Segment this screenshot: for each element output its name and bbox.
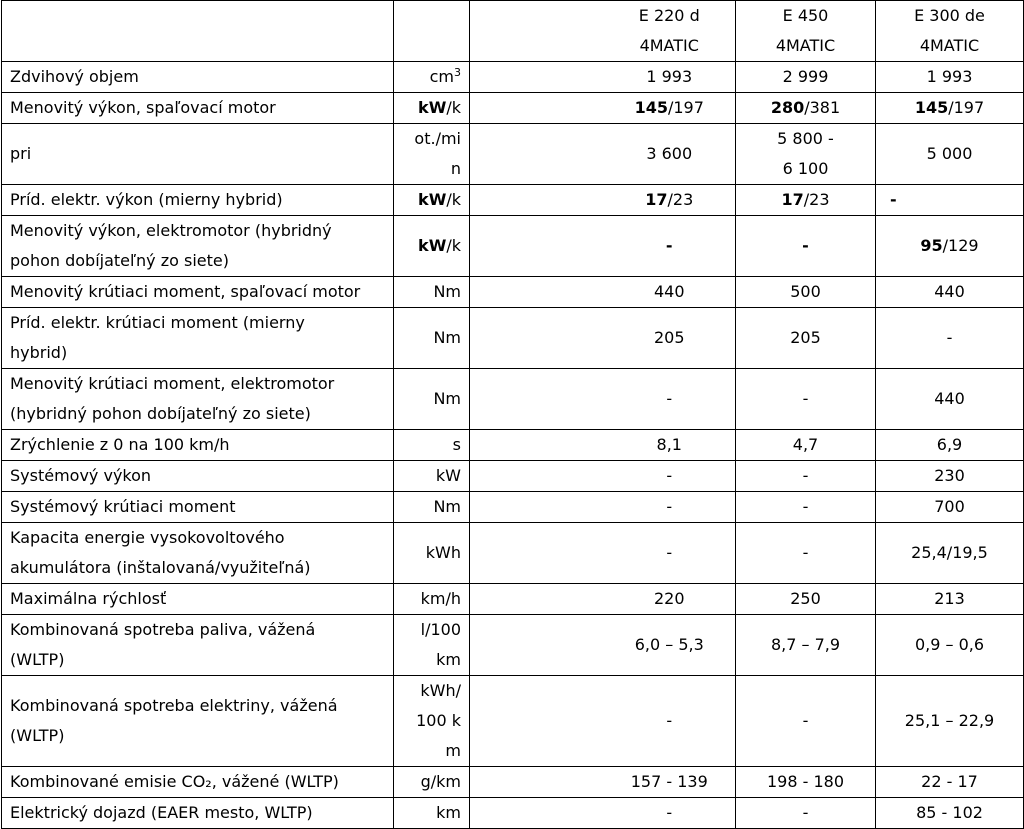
row-label xyxy=(2,676,394,767)
model-header-e220d xyxy=(604,1,736,62)
row-label-line: (WLTP) xyxy=(10,650,65,669)
table-row xyxy=(2,461,1024,492)
row-label-line: Systémový výkon xyxy=(10,466,152,485)
row-unit xyxy=(394,584,470,615)
value-cell xyxy=(604,62,736,93)
unit-line: g/km xyxy=(420,772,461,791)
value-text: 85 - 102 xyxy=(916,803,983,822)
unit-kw: kW xyxy=(418,190,447,209)
value-cell xyxy=(736,767,876,798)
row-label xyxy=(2,277,394,308)
value-cell xyxy=(604,798,736,829)
row-label-line: (hybridný pohon dobíjateľný zo siete) xyxy=(10,404,311,423)
value-text: 1 993 xyxy=(646,67,693,86)
value-text: 3 600 xyxy=(646,144,693,163)
row-label-line: Menovitý výkon, spaľovací motor xyxy=(10,98,276,117)
unit-line: Nm xyxy=(433,328,461,347)
value-text: 2 999 xyxy=(782,67,829,86)
row-spacer xyxy=(470,62,604,93)
value-text: 205 xyxy=(653,328,685,347)
value-cell xyxy=(736,798,876,829)
value-text: 25,1 – 22,9 xyxy=(904,711,995,730)
value-cell xyxy=(604,308,736,369)
table-row xyxy=(2,369,1024,430)
value-kw: 145 xyxy=(634,98,668,117)
row-label-line: akumulátora (inštalovaná/využiteľná) xyxy=(10,558,311,577)
value-cell xyxy=(736,185,876,216)
value-cell xyxy=(604,676,736,767)
header-empty-unit xyxy=(394,1,470,62)
value-text: 700 xyxy=(934,497,965,516)
value-cell xyxy=(604,369,736,430)
unit-kw: kW xyxy=(418,98,447,117)
value-cell xyxy=(604,615,736,676)
unit-line: kW xyxy=(435,466,461,485)
value-cell xyxy=(876,277,1024,308)
specs-table xyxy=(1,0,1024,829)
value-cell xyxy=(876,798,1024,829)
row-label xyxy=(2,62,394,93)
row-label xyxy=(2,369,394,430)
value-cell xyxy=(736,93,876,124)
value-text: - xyxy=(666,543,673,562)
row-spacer xyxy=(470,523,604,584)
row-label-line: Systémový krútiaci moment xyxy=(10,497,236,516)
value-text: 250 xyxy=(790,589,821,608)
value-text: 198 - 180 xyxy=(766,772,845,791)
model-name: E 450 xyxy=(782,6,829,25)
table-row xyxy=(2,277,1024,308)
row-spacer xyxy=(470,93,604,124)
model-drive: 4MATIC xyxy=(639,36,699,55)
model-drive: 4MATIC xyxy=(775,36,836,55)
table-row xyxy=(2,676,1024,767)
unit-line: s xyxy=(452,435,461,454)
row-label xyxy=(2,615,394,676)
unit-text: cm xyxy=(429,67,454,86)
value-text: 8,7 – 7,9 xyxy=(770,635,841,654)
row-label xyxy=(2,492,394,523)
unit-k: /k xyxy=(446,98,461,117)
value-cell xyxy=(604,461,736,492)
value-text: - xyxy=(802,543,809,562)
unit-line: 100 k xyxy=(416,711,461,730)
value-cell xyxy=(736,308,876,369)
value-cell xyxy=(736,62,876,93)
row-spacer xyxy=(470,124,604,185)
value-cell xyxy=(604,93,736,124)
model-drive: 4MATIC xyxy=(919,36,980,55)
value-cell xyxy=(876,124,1024,185)
table-row xyxy=(2,93,1024,124)
value-text: 1 993 xyxy=(926,67,973,86)
value-cell xyxy=(736,523,876,584)
unit-k: /k xyxy=(446,190,461,209)
value-cell xyxy=(604,216,736,277)
value-cell xyxy=(736,216,876,277)
value-text: - xyxy=(666,497,673,516)
value-text: 0,9 – 0,6 xyxy=(914,635,985,654)
table-row xyxy=(2,308,1024,369)
row-label-line: (WLTP) xyxy=(10,726,65,745)
unit-k: /k xyxy=(446,236,461,255)
row-spacer xyxy=(470,615,604,676)
value-cell xyxy=(736,584,876,615)
row-label-line: pohon dobíjateľný zo siete) xyxy=(10,251,229,270)
unit-line: Nm xyxy=(433,282,461,301)
unit-line: m xyxy=(445,741,461,760)
value-cell xyxy=(604,767,736,798)
value-cell xyxy=(876,93,1024,124)
unit-line: kWh xyxy=(425,543,461,562)
value-text: 440 xyxy=(934,389,965,408)
value-cell xyxy=(876,676,1024,767)
row-spacer xyxy=(470,277,604,308)
row-unit xyxy=(394,124,470,185)
value-cell xyxy=(604,523,736,584)
value-cell xyxy=(736,461,876,492)
value-text: 22 - 17 xyxy=(921,772,978,791)
row-label-line: pri xyxy=(10,144,32,163)
value-kw: 17 xyxy=(781,190,804,209)
row-spacer xyxy=(470,767,604,798)
row-unit xyxy=(394,277,470,308)
row-label xyxy=(2,216,394,277)
row-label-line: Kombinovaná spotreba paliva, vážená xyxy=(10,620,316,639)
model-name: E 220 d xyxy=(638,6,700,25)
row-unit xyxy=(394,615,470,676)
row-spacer xyxy=(470,461,604,492)
row-label xyxy=(2,430,394,461)
row-label xyxy=(2,767,394,798)
value-text: 213 xyxy=(934,589,965,608)
row-label-line: Príd. elektr. krútiaci moment (mierny xyxy=(10,313,305,332)
table-row xyxy=(2,124,1024,185)
value-kw: 17 xyxy=(645,190,668,209)
value-cell xyxy=(876,615,1024,676)
row-spacer xyxy=(470,492,604,523)
row-unit xyxy=(394,798,470,829)
value-text: - xyxy=(802,466,809,485)
value-text: 440 xyxy=(934,282,965,301)
value-hp: /197 xyxy=(667,98,704,117)
value-cell xyxy=(736,430,876,461)
unit-line: l/100 xyxy=(420,620,461,639)
row-label xyxy=(2,308,394,369)
value-cell xyxy=(604,492,736,523)
value-cell xyxy=(604,430,736,461)
value-hp: /129 xyxy=(942,236,979,255)
header-row xyxy=(2,1,1024,62)
row-unit xyxy=(394,492,470,523)
unit-line: Nm xyxy=(433,497,461,516)
unit-line: Nm xyxy=(433,389,461,408)
value-text: 205 xyxy=(790,328,821,347)
row-unit xyxy=(394,767,470,798)
value-cell xyxy=(876,584,1024,615)
value-text: - xyxy=(666,389,673,408)
value-cell xyxy=(876,492,1024,523)
value-text: 500 xyxy=(790,282,821,301)
row-label-line: Zrýchlenie z 0 na 100 km/h xyxy=(10,435,230,454)
value-text: - xyxy=(802,389,809,408)
value-cell xyxy=(736,369,876,430)
value-text: - xyxy=(665,236,673,255)
row-label xyxy=(2,523,394,584)
value-text: - xyxy=(802,711,809,730)
value-cell xyxy=(876,62,1024,93)
value-kw: 95 xyxy=(920,236,943,255)
table-row xyxy=(2,185,1024,216)
row-unit xyxy=(394,93,470,124)
value-line: 6 100 xyxy=(782,159,829,178)
value-cell xyxy=(876,430,1024,461)
row-unit xyxy=(394,216,470,277)
header-empty-spacer xyxy=(470,1,604,62)
row-label xyxy=(2,93,394,124)
table-row xyxy=(2,523,1024,584)
unit-kw: kW xyxy=(418,236,447,255)
value-text: 220 xyxy=(653,589,685,608)
value-hp: /381 xyxy=(804,98,841,117)
row-unit xyxy=(394,369,470,430)
value-cell xyxy=(876,461,1024,492)
model-header-e450 xyxy=(736,1,876,62)
value-cell xyxy=(736,124,876,185)
model-name: E 300 de xyxy=(914,6,985,25)
row-label xyxy=(2,584,394,615)
row-unit xyxy=(394,185,470,216)
value-text: 25,4/19,5 xyxy=(911,543,988,562)
value-cell xyxy=(604,185,736,216)
table-row xyxy=(2,216,1024,277)
value-text: - xyxy=(666,466,673,485)
value-text: - xyxy=(802,803,809,822)
row-spacer xyxy=(470,369,604,430)
unit-line: ot./mi xyxy=(414,129,461,148)
row-unit xyxy=(394,62,470,93)
row-spacer xyxy=(470,584,604,615)
table-row xyxy=(2,798,1024,829)
value-text: - xyxy=(666,711,673,730)
value-hp: /197 xyxy=(948,98,985,117)
value-text: 5 000 xyxy=(926,144,973,163)
value-cell xyxy=(736,676,876,767)
row-label-line: Kombinované emisie CO₂, vážené (WLTP) xyxy=(10,772,339,791)
value-text: - xyxy=(666,803,673,822)
value-text: - xyxy=(946,328,953,347)
value-line: 5 800 - xyxy=(777,129,834,148)
row-label-line: Menovitý krútiaci moment, spaľovací motor xyxy=(10,282,361,301)
value-cell xyxy=(876,369,1024,430)
row-label-line: Kombinovaná spotreba elektriny, vážená xyxy=(10,696,338,715)
row-spacer xyxy=(470,676,604,767)
row-label-line: Príd. elektr. výkon (mierny hybrid) xyxy=(10,190,283,209)
row-label-line: Elektrický dojazd (EAER mesto, WLTP) xyxy=(10,803,313,822)
value-cell xyxy=(876,308,1024,369)
table-row xyxy=(2,767,1024,798)
value-cell xyxy=(736,615,876,676)
value-text: 230 xyxy=(934,466,965,485)
value-cell xyxy=(876,523,1024,584)
table-row xyxy=(2,584,1024,615)
row-label xyxy=(2,185,394,216)
unit-line: km/h xyxy=(420,589,461,608)
value-kw: 145 xyxy=(914,98,949,117)
value-cell xyxy=(604,277,736,308)
header-empty-label xyxy=(2,1,394,62)
value-text: 6,0 – 5,3 xyxy=(634,635,704,654)
model-header-e300de xyxy=(876,1,1024,62)
row-unit xyxy=(394,308,470,369)
row-unit xyxy=(394,523,470,584)
row-spacer xyxy=(470,185,604,216)
table-row xyxy=(2,492,1024,523)
row-label-line: hybrid) xyxy=(10,343,68,362)
row-label xyxy=(2,798,394,829)
row-label-line: Maximálna rýchlosť xyxy=(10,589,167,608)
row-label-line: Zdvihový objem xyxy=(10,67,139,86)
row-spacer xyxy=(470,430,604,461)
row-spacer xyxy=(470,798,604,829)
row-label xyxy=(2,461,394,492)
value-cell xyxy=(736,492,876,523)
row-label xyxy=(2,124,394,185)
value-hp: /23 xyxy=(803,190,830,209)
value-cell xyxy=(876,216,1024,277)
table-row xyxy=(2,62,1024,93)
value-text: 8,1 xyxy=(656,435,682,454)
value-text: - xyxy=(802,236,809,255)
value-kw: 280 xyxy=(770,98,805,117)
unit-line: km xyxy=(436,803,461,822)
unit-line: kWh/ xyxy=(420,681,461,700)
row-spacer xyxy=(470,216,604,277)
unit-line: km xyxy=(436,650,461,669)
value-cell xyxy=(876,767,1024,798)
value-text: 4,7 xyxy=(792,435,819,454)
row-unit xyxy=(394,430,470,461)
value-cell xyxy=(604,124,736,185)
value-text: - xyxy=(890,190,897,209)
value-text: 440 xyxy=(653,282,685,301)
value-text: 157 - 139 xyxy=(630,772,708,791)
value-cell xyxy=(736,277,876,308)
table-row xyxy=(2,430,1024,461)
row-unit xyxy=(394,461,470,492)
row-label-line: Kapacita energie vysokovoltového xyxy=(10,528,285,547)
row-label-line: Menovitý výkon, elektromotor (hybridný xyxy=(10,221,332,240)
row-label-line: Menovitý krútiaci moment, elektromotor xyxy=(10,374,335,393)
value-cell xyxy=(876,185,1024,216)
unit-sup: 3 xyxy=(454,66,461,79)
row-unit xyxy=(394,676,470,767)
table-row xyxy=(2,615,1024,676)
row-spacer xyxy=(470,308,604,369)
value-cell xyxy=(604,584,736,615)
value-hp: /23 xyxy=(667,190,694,209)
value-text: 6,9 xyxy=(936,435,963,454)
value-text: - xyxy=(802,497,809,516)
unit-line: n xyxy=(450,159,461,178)
